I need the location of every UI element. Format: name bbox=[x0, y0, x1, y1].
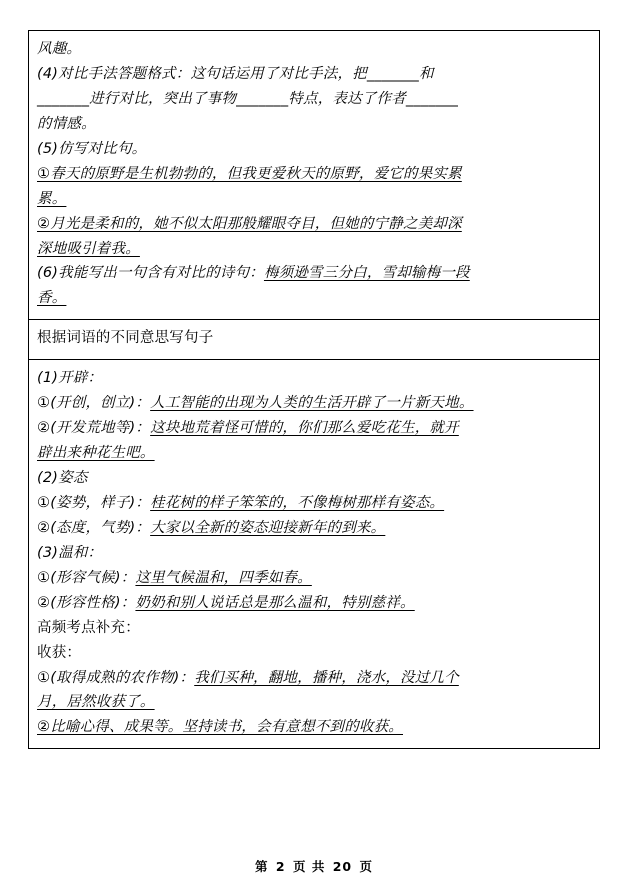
doc-line: _______进行对比，突出了事物_______特点，表达了作者_______ bbox=[37, 90, 459, 107]
doc-line bbox=[37, 516, 591, 541]
doc-line bbox=[37, 666, 591, 691]
doc-line: 的情感。 bbox=[37, 115, 96, 132]
doc-line: 收获： bbox=[37, 644, 82, 661]
doc-line-answer: 奶奶和别人说话总是那么温和，特别慈祥。 bbox=[135, 594, 415, 611]
doc-line-prefix: ②(态度，气势)： bbox=[37, 519, 151, 536]
footer-total-pages: 20 bbox=[332, 859, 353, 874]
doc-line: (2)姿态 bbox=[37, 470, 88, 486]
doc-line: 高频考点补充： bbox=[37, 619, 140, 636]
doc-line: 辟出来种花生吧。 bbox=[37, 445, 155, 462]
doc-line-prefix: ①(开创，创立)： bbox=[37, 395, 151, 412]
doc-line-prefix: ①(形容气候)： bbox=[37, 569, 136, 586]
footer-current-page: 2 bbox=[275, 859, 286, 874]
doc-line-answer: 人工智能的出现为人类的生活开辟了一片新天地。 bbox=[150, 395, 474, 412]
doc-line: 风趣。 bbox=[37, 41, 82, 57]
table-row bbox=[29, 31, 600, 320]
section-heading: 根据词语的不同意思写句子 bbox=[37, 330, 214, 347]
footer-prefix: 第 bbox=[255, 859, 269, 874]
doc-line-prefix: ②比喻心得、成果等。 bbox=[37, 719, 183, 736]
doc-line bbox=[37, 416, 591, 441]
table-row bbox=[29, 360, 600, 749]
doc-line bbox=[37, 491, 591, 516]
page-footer bbox=[0, 857, 628, 875]
doc-line bbox=[37, 715, 591, 740]
doc-line-prefix: ②(开发荒地等)： bbox=[37, 420, 151, 437]
doc-line-answer: 大家以全新的姿态迎接新年的到来。 bbox=[150, 519, 386, 536]
doc-line: 香。 bbox=[37, 290, 67, 307]
doc-line-answer: 我们买种，翻地，播种，浇水，没过几个 bbox=[194, 669, 459, 686]
footer-middle: 页 共 bbox=[292, 859, 326, 874]
doc-line: 深地吸引着我。 bbox=[37, 240, 140, 257]
doc-line bbox=[37, 591, 591, 616]
doc-line bbox=[37, 261, 591, 286]
doc-line: (1)开辟： bbox=[37, 370, 103, 387]
doc-line-prefix: ②(形容性格)： bbox=[37, 594, 136, 611]
cell-section-heading bbox=[29, 320, 600, 360]
doc-line: ②月光是柔和的，她不似太阳那般耀眼夺目，但她的宁静之美却深 bbox=[37, 215, 462, 232]
doc-line: (5)仿写对比句。 bbox=[37, 140, 147, 157]
cell-word-meaning-sentences bbox=[29, 360, 600, 749]
doc-line-answer: 这里气候温和，四季如春。 bbox=[135, 569, 312, 586]
cell-contrast-technique bbox=[29, 31, 600, 320]
doc-line bbox=[37, 566, 591, 591]
doc-line-prefix: (6)我能写出一句含有对比的诗句： bbox=[37, 265, 264, 282]
doc-line: 累。 bbox=[37, 190, 67, 207]
doc-line-prefix: ①(取得成熟的农作物)： bbox=[37, 669, 195, 686]
doc-line-prefix: ①(姿势，样子)： bbox=[37, 494, 151, 511]
footer-suffix: 页 bbox=[359, 859, 373, 874]
doc-line: (3)温和： bbox=[37, 544, 103, 561]
table-row bbox=[29, 320, 600, 360]
doc-line: (4)对比手法答题格式：这句话运用了对比手法，把_______和 bbox=[37, 65, 434, 82]
doc-line: 月，居然收获了。 bbox=[37, 694, 155, 711]
doc-line: ①春天的原野是生机勃勃的，但我更爱秋天的原野，爱它的果实累 bbox=[37, 165, 462, 182]
doc-line-answer: 桂花树的样子笨笨的，不像梅树那样有姿态。 bbox=[150, 494, 445, 511]
doc-line-answer: 梅须逊雪三分白，雪却输梅一段 bbox=[263, 265, 470, 282]
doc-line-answer: 这块地荒着怪可惜的，你们那么爱吃花生，就开 bbox=[150, 420, 459, 437]
doc-line bbox=[37, 391, 591, 416]
document-table bbox=[28, 30, 600, 749]
doc-line-answer: 坚持读书，会有意想不到的收获。 bbox=[182, 719, 403, 736]
